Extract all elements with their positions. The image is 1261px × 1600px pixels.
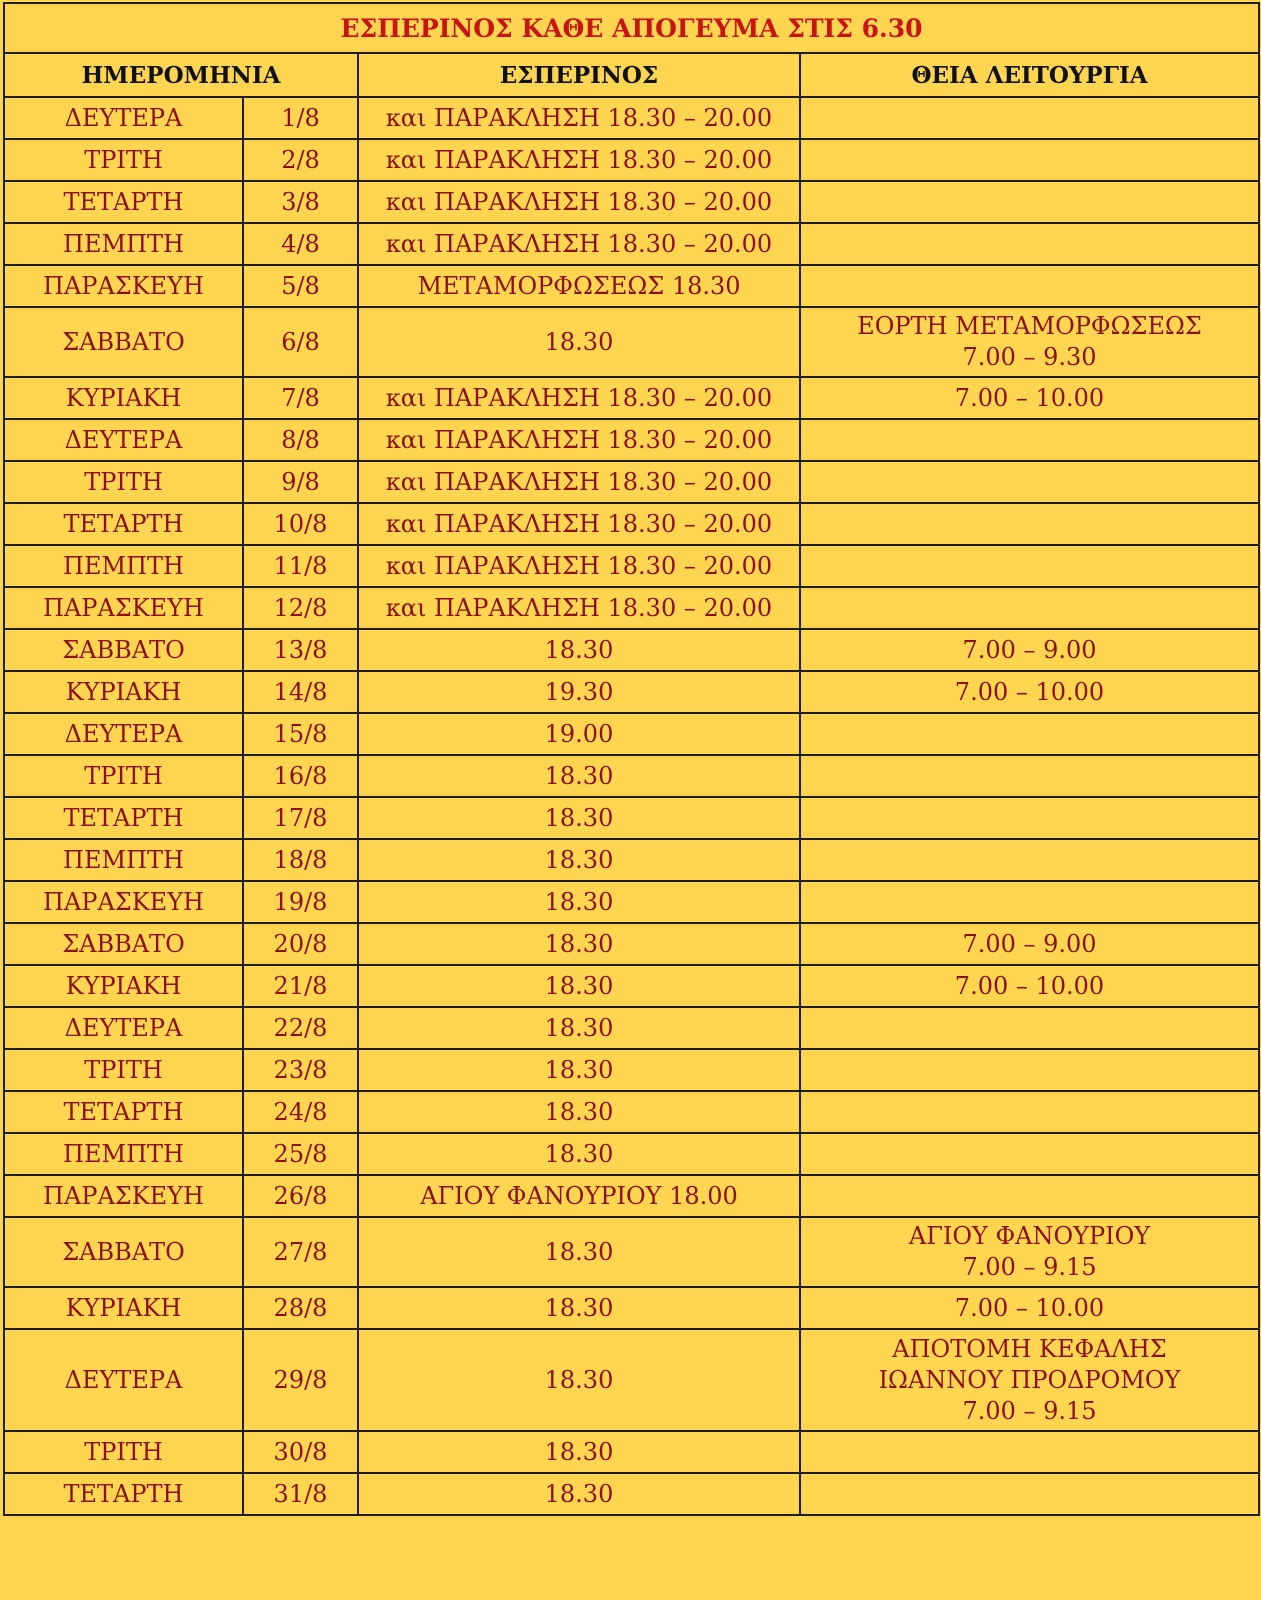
vespers-cell: 18.30 <box>358 923 800 965</box>
table-row <box>4 965 1259 1007</box>
date-cell: 20/8 <box>243 923 358 965</box>
vespers-cell: 18.30 <box>358 307 800 377</box>
day-cell: ΚΥΡΙΑΚΗ <box>4 671 243 713</box>
table-row <box>4 1287 1259 1329</box>
vespers-cell: 18.30 <box>358 1049 800 1091</box>
vespers-cell: 18.30 <box>358 1217 800 1287</box>
day-cell: ΤΕΤΑΡΤΗ <box>4 503 243 545</box>
day-cell: ΚΥΡΙΑΚΗ <box>4 965 243 1007</box>
date-cell: 27/8 <box>243 1217 358 1287</box>
liturgy-cell: 7.00 – 10.00 <box>800 965 1259 1007</box>
day-cell: ΤΡΙΤΗ <box>4 1049 243 1091</box>
vespers-cell: 18.30 <box>358 1329 800 1431</box>
liturgy-cell <box>800 419 1259 461</box>
vespers-cell: ΜΕΤΑΜΟΡΦΩΣΕΩΣ 18.30 <box>358 265 800 307</box>
table-row <box>4 97 1259 139</box>
day-cell: ΤΕΤΑΡΤΗ <box>4 1473 243 1515</box>
vespers-cell: και ΠΑΡΑΚΛΗΣΗ 18.30 – 20.00 <box>358 181 800 223</box>
liturgy-cell: ΑΠΟΤΟΜΗ ΚΕΦΑΛΗΣ ΙΩΑΝΝΟΥ ΠΡΟΔΡΟΜΟΥ 7.00 – 9.15 <box>800 1329 1259 1431</box>
date-cell: 4/8 <box>243 223 358 265</box>
vespers-cell: 18.30 <box>358 797 800 839</box>
table-row <box>4 629 1259 671</box>
vespers-cell: και ΠΑΡΑΚΛΗΣΗ 18.30 – 20.00 <box>358 461 800 503</box>
liturgy-cell <box>800 881 1259 923</box>
date-cell: 5/8 <box>243 265 358 307</box>
page-title: ΕΣΠΕΡΙΝΟΣ ΚΑΘΕ ΑΠΟΓΕΥΜΑ ΣΤΙΣ 6.30 <box>4 3 1259 53</box>
vespers-cell: 18.30 <box>358 1091 800 1133</box>
title-row <box>4 3 1259 53</box>
day-cell: ΣΑΒΒΑΤΟ <box>4 923 243 965</box>
liturgy-cell <box>800 1431 1259 1473</box>
liturgy-cell <box>800 139 1259 181</box>
vespers-cell: και ΠΑΡΑΚΛΗΣΗ 18.30 – 20.00 <box>358 139 800 181</box>
date-cell: 18/8 <box>243 839 358 881</box>
vespers-cell: 18.30 <box>358 839 800 881</box>
table-row <box>4 1473 1259 1515</box>
vespers-cell: και ΠΑΡΑΚΛΗΣΗ 18.30 – 20.00 <box>358 223 800 265</box>
date-cell: 22/8 <box>243 1007 358 1049</box>
day-cell: ΣΑΒΒΑΤΟ <box>4 307 243 377</box>
date-cell: 23/8 <box>243 1049 358 1091</box>
table-row <box>4 223 1259 265</box>
day-cell: ΔΕΥΤΕΡΑ <box>4 97 243 139</box>
date-cell: 10/8 <box>243 503 358 545</box>
liturgy-cell: 7.00 – 10.00 <box>800 1287 1259 1329</box>
date-cell: 14/8 <box>243 671 358 713</box>
vespers-cell: και ΠΑΡΑΚΛΗΣΗ 18.30 – 20.00 <box>358 587 800 629</box>
table-row <box>4 671 1259 713</box>
header-row <box>4 53 1259 97</box>
vespers-cell: 18.30 <box>358 1287 800 1329</box>
liturgy-cell <box>800 265 1259 307</box>
table-row <box>4 461 1259 503</box>
day-cell: ΔΕΥΤΕΡΑ <box>4 419 243 461</box>
day-cell: ΤΕΤΑΡΤΗ <box>4 797 243 839</box>
day-cell: ΣΑΒΒΑΤΟ <box>4 1217 243 1287</box>
vespers-cell: 19.30 <box>358 671 800 713</box>
vespers-cell: 19.00 <box>358 713 800 755</box>
table-row <box>4 545 1259 587</box>
vespers-cell: 18.30 <box>358 755 800 797</box>
vespers-cell: και ΠΑΡΑΚΛΗΣΗ 18.30 – 20.00 <box>358 377 800 419</box>
liturgy-cell <box>800 223 1259 265</box>
liturgy-column-header: ΘΕΙΑ ΛΕΙΤΟΥΡΓΙΑ <box>800 53 1259 97</box>
table-row <box>4 713 1259 755</box>
liturgy-cell: ΕΟΡΤΗ ΜΕΤΑΜΟΡΦΩΣΕΩΣ 7.00 – 9.30 <box>800 307 1259 377</box>
date-column-header: ΗΜΕΡΟΜΗΝΙΑ <box>4 53 358 97</box>
date-cell: 7/8 <box>243 377 358 419</box>
day-cell: ΤΡΙΤΗ <box>4 139 243 181</box>
liturgy-cell: 7.00 – 10.00 <box>800 671 1259 713</box>
liturgy-cell <box>800 1175 1259 1217</box>
table-row <box>4 265 1259 307</box>
date-cell: 17/8 <box>243 797 358 839</box>
liturgy-cell: ΑΓΙΟΥ ΦΑΝΟΥΡΙΟΥ 7.00 – 9.15 <box>800 1217 1259 1287</box>
vespers-cell: 18.30 <box>358 881 800 923</box>
day-cell: ΔΕΥΤΕΡΑ <box>4 1329 243 1431</box>
day-cell: ΠΑΡΑΣΚΕΥΗ <box>4 265 243 307</box>
day-cell: ΚΥΡΙΑΚΗ <box>4 1287 243 1329</box>
table-row <box>4 797 1259 839</box>
date-cell: 28/8 <box>243 1287 358 1329</box>
vespers-cell: 18.30 <box>358 1473 800 1515</box>
vespers-cell: και ΠΑΡΑΚΛΗΣΗ 18.30 – 20.00 <box>358 97 800 139</box>
liturgy-cell <box>800 1133 1259 1175</box>
date-cell: 25/8 <box>243 1133 358 1175</box>
table-row <box>4 181 1259 223</box>
table-row <box>4 755 1259 797</box>
date-cell: 31/8 <box>243 1473 358 1515</box>
liturgy-cell <box>800 839 1259 881</box>
liturgy-cell <box>800 1007 1259 1049</box>
table-row <box>4 881 1259 923</box>
table-row <box>4 1329 1259 1431</box>
date-cell: 11/8 <box>243 545 358 587</box>
table-row <box>4 1049 1259 1091</box>
liturgy-cell <box>800 587 1259 629</box>
table-row <box>4 839 1259 881</box>
date-cell: 8/8 <box>243 419 358 461</box>
day-cell: ΠΑΡΑΣΚΕΥΗ <box>4 1175 243 1217</box>
day-cell: ΤΡΙΤΗ <box>4 755 243 797</box>
table-row <box>4 307 1259 377</box>
vespers-cell: 18.30 <box>358 965 800 1007</box>
day-cell: ΔΕΥΤΕΡΑ <box>4 713 243 755</box>
table-row <box>4 419 1259 461</box>
liturgy-cell: 7.00 – 9.00 <box>800 629 1259 671</box>
day-cell: ΤΕΤΑΡΤΗ <box>4 1091 243 1133</box>
day-cell: ΤΡΙΤΗ <box>4 1431 243 1473</box>
liturgy-cell <box>800 545 1259 587</box>
vespers-cell: και ΠΑΡΑΚΛΗΣΗ 18.30 – 20.00 <box>358 545 800 587</box>
vespers-cell: 18.30 <box>358 1133 800 1175</box>
liturgy-cell <box>800 461 1259 503</box>
date-cell: 21/8 <box>243 965 358 1007</box>
table-row <box>4 1007 1259 1049</box>
liturgy-cell <box>800 181 1259 223</box>
day-cell: ΣΑΒΒΑΤΟ <box>4 629 243 671</box>
table-row <box>4 1091 1259 1133</box>
date-cell: 19/8 <box>243 881 358 923</box>
date-cell: 29/8 <box>243 1329 358 1431</box>
table-row <box>4 377 1259 419</box>
date-cell: 9/8 <box>243 461 358 503</box>
date-cell: 13/8 <box>243 629 358 671</box>
day-cell: ΠΑΡΑΣΚΕΥΗ <box>4 587 243 629</box>
table-row <box>4 503 1259 545</box>
liturgy-cell <box>800 1473 1259 1515</box>
day-cell: ΤΡΙΤΗ <box>4 461 243 503</box>
date-cell: 1/8 <box>243 97 358 139</box>
vespers-cell: 18.30 <box>358 629 800 671</box>
liturgy-cell <box>800 503 1259 545</box>
day-cell: ΔΕΥΤΕΡΑ <box>4 1007 243 1049</box>
table-row <box>4 1431 1259 1473</box>
day-cell: ΚΥΡΙΑΚΗ <box>4 377 243 419</box>
date-cell: 12/8 <box>243 587 358 629</box>
date-cell: 2/8 <box>243 139 358 181</box>
vespers-cell: και ΠΑΡΑΚΛΗΣΗ 18.30 – 20.00 <box>358 419 800 461</box>
table-row <box>4 1217 1259 1287</box>
vespers-cell: και ΠΑΡΑΚΛΗΣΗ 18.30 – 20.00 <box>358 503 800 545</box>
vespers-cell: 18.30 <box>358 1431 800 1473</box>
liturgy-cell <box>800 713 1259 755</box>
table-row <box>4 139 1259 181</box>
date-cell: 6/8 <box>243 307 358 377</box>
table-row <box>4 587 1259 629</box>
schedule-table <box>3 2 1260 1516</box>
day-cell: ΠΕΜΠΤΗ <box>4 545 243 587</box>
table-row <box>4 1133 1259 1175</box>
date-cell: 15/8 <box>243 713 358 755</box>
liturgy-cell <box>800 797 1259 839</box>
vespers-column-header: ΕΣΠΕΡΙΝΟΣ <box>358 53 800 97</box>
table-row <box>4 1175 1259 1217</box>
vespers-cell: ΑΓΙΟΥ ΦΑΝΟΥΡΙΟΥ 18.00 <box>358 1175 800 1217</box>
liturgy-cell <box>800 1049 1259 1091</box>
day-cell: ΠΕΜΠΤΗ <box>4 839 243 881</box>
liturgy-cell: 7.00 – 9.00 <box>800 923 1259 965</box>
day-cell: ΠΕΜΠΤΗ <box>4 1133 243 1175</box>
liturgy-cell <box>800 755 1259 797</box>
date-cell: 30/8 <box>243 1431 358 1473</box>
vespers-cell: 18.30 <box>358 1007 800 1049</box>
liturgy-cell <box>800 1091 1259 1133</box>
day-cell: ΠΕΜΠΤΗ <box>4 223 243 265</box>
table-row <box>4 923 1259 965</box>
liturgy-cell: 7.00 – 10.00 <box>800 377 1259 419</box>
day-cell: ΠΑΡΑΣΚΕΥΗ <box>4 881 243 923</box>
day-cell: ΤΕΤΑΡΤΗ <box>4 181 243 223</box>
liturgy-cell <box>800 97 1259 139</box>
date-cell: 26/8 <box>243 1175 358 1217</box>
date-cell: 3/8 <box>243 181 358 223</box>
date-cell: 16/8 <box>243 755 358 797</box>
date-cell: 24/8 <box>243 1091 358 1133</box>
